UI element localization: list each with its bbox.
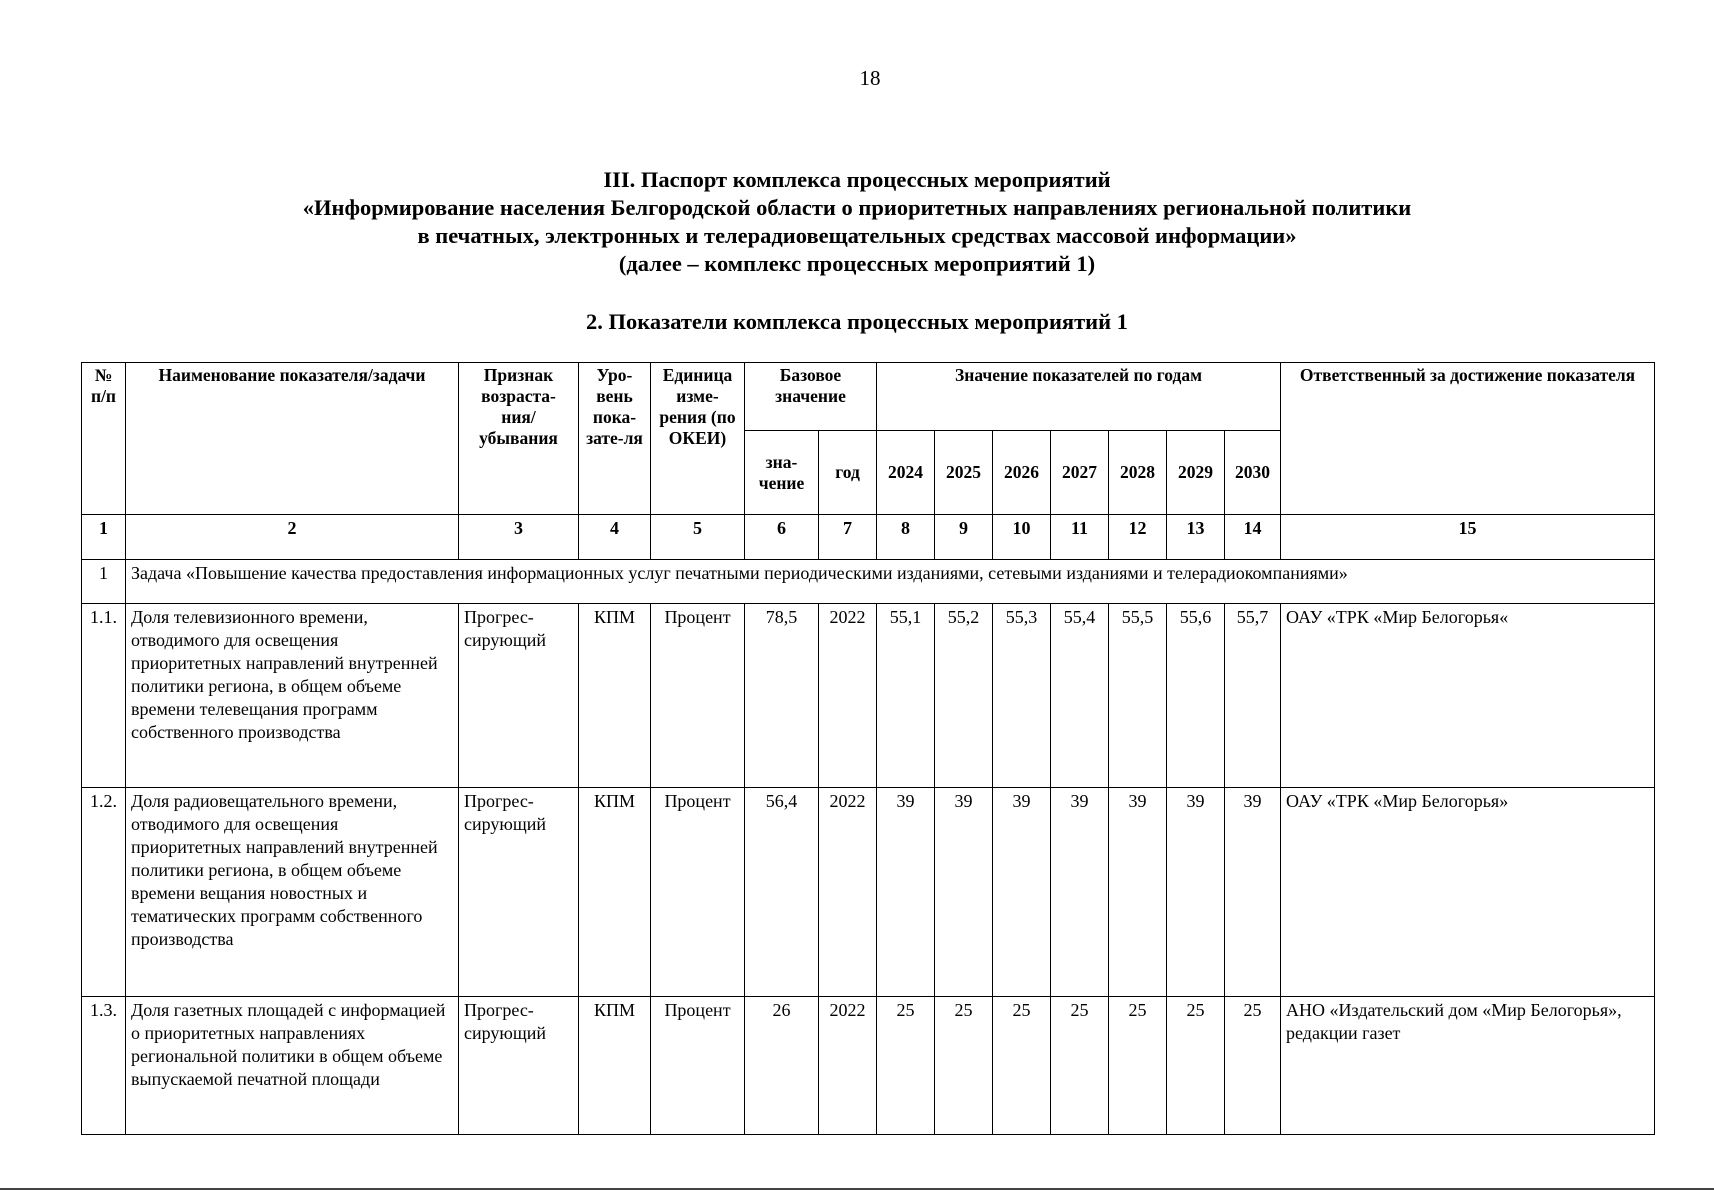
row-year-value: 55,1	[877, 604, 935, 788]
row-base-value: 78,5	[745, 604, 819, 788]
title-line: «Информирование населения Белгородской области о приоритетных направлениях региональной политики	[302, 195, 1412, 220]
row-responsible: ОАУ «ТРК «Мир Белогорья«	[1281, 604, 1655, 788]
header-name: Наименование показателя/задачи	[126, 363, 459, 515]
row-year-value: 39	[1051, 788, 1109, 997]
row-year-value: 39	[993, 788, 1051, 997]
task-text: Задача «Повышение качества предоставления информационных услуг печатными периодическими изданиями, сетевыми изданиями и телерадиокомпаниями»	[126, 560, 1655, 604]
row-level: КПМ	[579, 788, 651, 997]
column-number: 13	[1167, 515, 1225, 560]
row-base-value: 56,4	[745, 788, 819, 997]
header-num: № п/п	[82, 363, 126, 515]
row-year-value: 55,3	[993, 604, 1051, 788]
title-line: III. Паспорт комплекса процессных мероприятий	[603, 167, 1111, 192]
row-year-value: 55,4	[1051, 604, 1109, 788]
header-year: 2030	[1225, 431, 1281, 515]
row-name: Доля телевизионного времени, отводимого для освещения приоритетных направлений внутренней политики региона, в общем объеме времени телевещания программ собственного производства	[126, 604, 459, 788]
indicators-table	[81, 362, 1655, 1135]
column-number: 9	[935, 515, 993, 560]
column-number: 1	[82, 515, 126, 560]
column-number: 11	[1051, 515, 1109, 560]
header-year: 2027	[1051, 431, 1109, 515]
header-year: 2026	[993, 431, 1051, 515]
row-year-value: 39	[1167, 788, 1225, 997]
section-subtitle: 2. Показатели комплекса процессных мероприятий 1	[586, 309, 1128, 334]
header-sign: Признак возраста-ния/ убывания	[459, 363, 579, 515]
page-edge-line	[0, 1188, 1714, 1190]
row-year-value: 55,5	[1109, 604, 1167, 788]
row-responsible: ОАУ «ТРК «Мир Белогорья»	[1281, 788, 1655, 997]
row-level: КПМ	[579, 997, 651, 1135]
header-base-year: год	[819, 431, 877, 515]
row-year-value: 55,6	[1167, 604, 1225, 788]
row-level: КПМ	[579, 604, 651, 788]
header-unit: Единица изме-рения (по ОКЕИ)	[651, 363, 745, 515]
row-name: Доля газетных площадей с информацией о приоритетных направлениях региональной политики в общем объеме выпускаемой печатной площади	[126, 997, 459, 1135]
row-num: 1.1.	[82, 604, 126, 788]
header-base-value: зна-чение	[745, 431, 819, 515]
column-number: 12	[1109, 515, 1167, 560]
row-sign: Прогрес-сирующий	[459, 788, 579, 997]
header-base: Базовое значение	[745, 363, 877, 431]
row-year-value: 25	[935, 997, 993, 1135]
column-number: 15	[1281, 515, 1655, 560]
row-year-value: 25	[1109, 997, 1167, 1135]
row-num: 1.3.	[82, 997, 126, 1135]
indicator-row	[82, 788, 1655, 997]
task-num: 1	[82, 560, 126, 604]
page-number: 18	[859, 66, 881, 90]
row-unit: Процент	[651, 604, 745, 788]
header-level: Уро-вень пока-зате-ля	[579, 363, 651, 515]
title-line: (далее – комплекс процессных мероприятий 1)	[618, 251, 1096, 276]
document-title	[0, 166, 1714, 278]
row-year-value: 39	[1225, 788, 1281, 997]
row-base-value: 26	[745, 997, 819, 1135]
column-number: 5	[651, 515, 745, 560]
row-base-year: 2022	[819, 788, 877, 997]
column-numbers-row	[82, 515, 1655, 560]
row-base-year: 2022	[819, 997, 877, 1135]
row-name: Доля радиовещательного времени, отводимого для освещения приоритетных направлений внутренней политики региона, в общем объеме времени вещания новостных и тематических программ собственного производства	[126, 788, 459, 997]
row-responsible: АНО «Издательский дом «Мир Белогорья», редакции газет	[1281, 997, 1655, 1135]
column-number: 8	[877, 515, 935, 560]
column-number: 14	[1225, 515, 1281, 560]
header-year: 2024	[877, 431, 935, 515]
indicator-row	[82, 604, 1655, 788]
task-row	[82, 560, 1655, 604]
row-year-value: 25	[1051, 997, 1109, 1135]
title-line: в печатных, электронных и телерадиовещательных средствах массовой информации»	[417, 223, 1297, 248]
row-year-value: 39	[1109, 788, 1167, 997]
row-year-value: 39	[935, 788, 993, 997]
row-year-value: 25	[1225, 997, 1281, 1135]
row-year-value: 55,7	[1225, 604, 1281, 788]
row-num: 1.2.	[82, 788, 126, 997]
row-sign: Прогрес-сирующий	[459, 997, 579, 1135]
header-year: 2028	[1109, 431, 1167, 515]
column-number: 4	[579, 515, 651, 560]
row-year-value: 25	[877, 997, 935, 1135]
row-unit: Процент	[651, 788, 745, 997]
row-sign: Прогрес-сирующий	[459, 604, 579, 788]
header-year: 2025	[935, 431, 993, 515]
header-responsible: Ответственный за достижение показателя	[1281, 363, 1655, 515]
column-number: 2	[126, 515, 459, 560]
header-years-group: Значение показателей по годам	[877, 363, 1281, 431]
row-year-value: 39	[877, 788, 935, 997]
row-year-value: 25	[993, 997, 1051, 1135]
column-number: 3	[459, 515, 579, 560]
column-number: 7	[819, 515, 877, 560]
header-year: 2029	[1167, 431, 1225, 515]
column-number: 10	[993, 515, 1051, 560]
row-year-value: 55,2	[935, 604, 993, 788]
row-year-value: 25	[1167, 997, 1225, 1135]
column-number: 6	[745, 515, 819, 560]
indicator-row	[82, 997, 1655, 1135]
row-unit: Процент	[651, 997, 745, 1135]
row-base-year: 2022	[819, 604, 877, 788]
